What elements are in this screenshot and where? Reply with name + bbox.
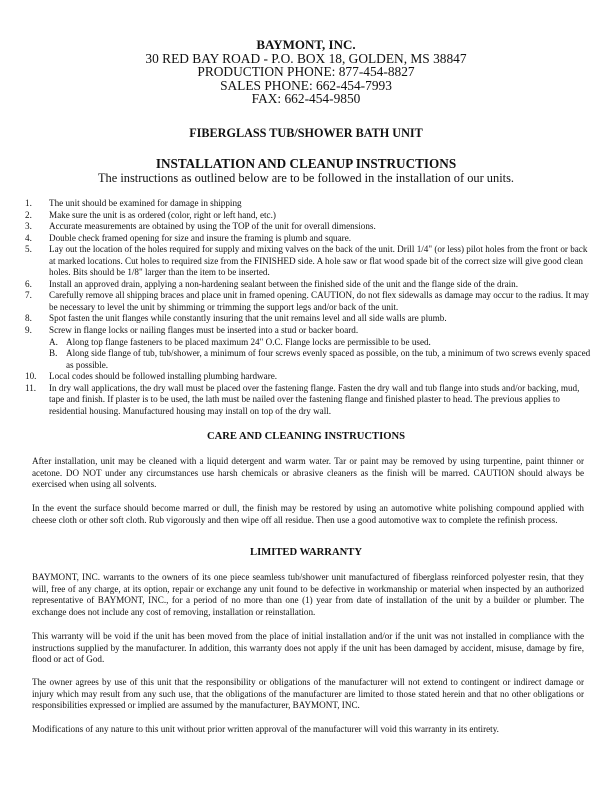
fax-number: FAX: 662-454-9850 <box>251 91 361 107</box>
step-number: 1. <box>25 198 32 208</box>
step-text: Carefully remove all shipping braces and place unit in framed opening. CAUTION, do not flex sidewalls as damage may occur to the radius. It may be necessary to level the unit by shimming or trimming the support legs and/or back of the unit. <box>49 290 589 312</box>
care-paragraph: After installation, unit may be cleaned with a liquid detergent and warm water. Tar or paint may be removed by using turpentine, paint thinner or acetone. DO NOT under any circumstances use harsh chemicals or abrasive cleaners as the finish will be marred. CAUTION should always be exercised when using all solvents. <box>32 456 584 490</box>
step-item <box>25 233 595 245</box>
warranty-paragraph: This warranty will be void if the unit has been moved from the place of initial installation and/or if the unit was not installed in compliance with the instructions supplied by the manufacturer. In addition, this warranty does not apply if the unit has been damaged by accident, misuse, damage by fire, flood or act of God. <box>32 631 584 665</box>
step-text: Screw in flange locks or nailing flanges must be inserted into a stud or backer board. <box>49 325 359 336</box>
substep-item <box>49 337 595 349</box>
installation-steps <box>25 198 595 417</box>
step-item <box>25 210 595 222</box>
step-number: 8. <box>25 313 32 324</box>
production-phone: PRODUCTION PHONE: 877-454-8827 <box>197 64 415 80</box>
step-text: The unit should be examined for damage in shipping <box>49 198 242 208</box>
step-item <box>25 198 595 210</box>
care-section-title: CARE AND CLEANING INSTRUCTIONS <box>206 431 406 442</box>
substep-text: Along top flange fasteners to be placed maximum 24" O.C. Flange locks are permissible to be used. <box>66 336 431 347</box>
sales-phone: SALES PHONE: 662-454-7993 <box>220 77 392 93</box>
company-address: 30 RED BAY ROAD - P.O. BOX 18, GOLDEN, MS 38847 <box>145 50 467 66</box>
warranty-paragraph: Modifications of any nature to this unit without prior written approval of the manufacturer will void this warranty in its entirety. <box>32 724 499 734</box>
intro-text: The instructions as outlined below are to be followed in the installation of our units. <box>97 171 515 185</box>
instructions-title: INSTALLATION AND CLEANUP INSTRUCTIONS <box>155 156 457 171</box>
step-text: Local codes should be followed installing plumbing hardware. <box>49 371 278 382</box>
substep-letter: A. <box>49 336 58 347</box>
warranty-paragraph: The owner agrees by use of this unit that the responsibility or obligations of the manufacturer will not extend to contingent or indirect damage or injury which may result from any such use, that the obligations of the manufacturer are limited to those stated herein and that no other obligations or responsibilities expressed or implied are assumed by the manufacturer, BAYMONT, INC. <box>32 677 584 711</box>
substep-item <box>49 348 595 371</box>
substep-text: Along side flange of tub, tub/shower, a minimum of four screws evenly spaced as possible, on the tub, a minimum of two screws evenly spaced as possible. <box>66 348 591 370</box>
step-item <box>25 244 595 279</box>
step-number: 7. <box>25 290 32 301</box>
step-number: 4. <box>25 232 32 243</box>
warranty-paragraph: BAYMONT, INC. warrants to the owners of its one piece seamless tub/shower unit manufactured of fiberglass reinforced polyester resin, that they will, free of any charge, at its option, repair or exchange any unit found to be defective in workmanship or material when inspected by an authorized representative of BAYMONT, INC., for a period of no more than one (1) year from date of installation of the unit by a builder or plumber. The exchange does not include any cost of removing, installation or reinstallation. <box>32 572 584 617</box>
step-text: Accurate measurements are obtained by using the TOP of the unit for overall dimensions. <box>49 221 376 232</box>
step-number: 5. <box>25 244 32 255</box>
step-number: 9. <box>25 325 32 336</box>
step-text: Make sure the unit is as ordered (color, right or left hand, etc.) <box>49 209 276 220</box>
step-item <box>25 325 595 337</box>
step-item <box>25 313 595 325</box>
step-number: 3. <box>25 221 32 232</box>
step-number: 11. <box>25 382 37 393</box>
letterhead <box>0 38 612 106</box>
care-paragraph: In the event the surface should become marred or dull, the finish may be restored by using an automotive white polishing compound applied with cheese cloth or other soft cloth. Rub vigorously and then wipe off all residue. Then use a good automotive wax to complete the refinish process. <box>32 503 584 525</box>
step-text: Double check framed opening for size and insure the framing is plumb and square. <box>49 232 352 243</box>
step-number: 10. <box>25 371 37 382</box>
step-item <box>25 290 595 313</box>
company-name: BAYMONT, INC. <box>256 37 356 52</box>
step-number: 6. <box>25 278 32 289</box>
step-item <box>25 221 595 233</box>
step-text: In dry wall applications, the dry wall must be placed over the fastening flange. Fasten the dry wall and tub flange into studs and/or backing, mud, tape and finish. If plaster is to be used, the lath must be nailed over the fastening flange and finished plaster to head. The previous applies to residential housing. Manufactured housing may install on top of the dry wall. <box>49 382 580 416</box>
substep-letter: B. <box>49 348 58 359</box>
step-item <box>25 383 595 418</box>
step-number: 2. <box>25 209 32 220</box>
product-title: FIBERGLASS TUB/SHOWER BATH UNIT <box>189 126 423 140</box>
step-text: Install an approved drain, applying a non-hardening sealant between the finished side of the unit and the flange side of the drain. <box>49 278 519 289</box>
step-item <box>25 371 595 383</box>
step-text: Spot fasten the unit flanges while constantly insuring that the unit remains level and all side walls are plumb. <box>49 313 447 324</box>
warranty-section-title: LIMITED WARRANTY <box>250 547 362 558</box>
step-text: Lay out the location of the holes required for supply and mixing valves on the back of the unit. Drill 1/4" (or less) pilot holes from the front or back at marked locations. Cut holes to required size from the FINISHED side. A hole saw or flat wood spade bit of the correct size will give good clean holes. Bits should be 1/8" larger than the item to be inserted. <box>49 244 588 278</box>
step-item <box>25 279 595 291</box>
